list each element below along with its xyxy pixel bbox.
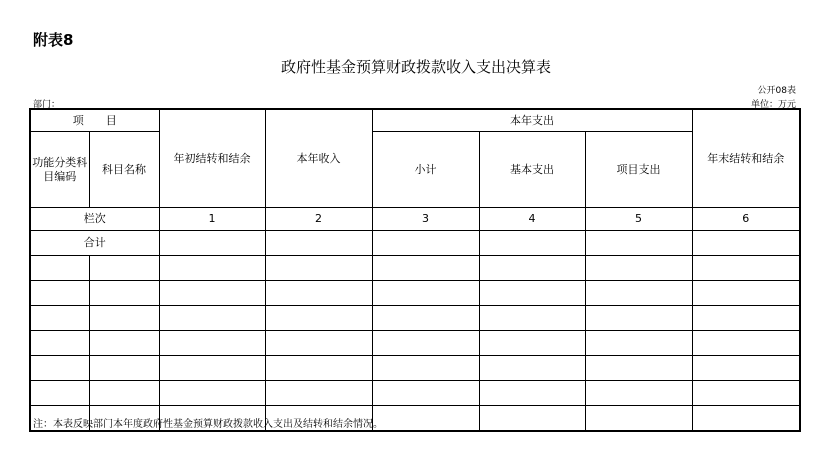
table-cell xyxy=(30,356,89,381)
table-cell xyxy=(159,281,265,306)
table-cell xyxy=(372,381,479,406)
table-cell xyxy=(89,256,159,281)
header-basic-expense: 基本支出 xyxy=(479,132,585,208)
table-code: 公开08表 xyxy=(757,86,796,96)
table-cell xyxy=(585,281,692,306)
table-cell xyxy=(372,306,479,331)
table-cell xyxy=(159,356,265,381)
table-cell xyxy=(30,306,89,331)
header-current-income: 本年收入 xyxy=(265,109,372,208)
column-index-row xyxy=(30,208,800,231)
column-number: 2 xyxy=(265,208,372,231)
table-cell xyxy=(692,281,800,306)
table-cell xyxy=(479,406,585,432)
table-cell xyxy=(692,231,800,256)
table-cell xyxy=(89,281,159,306)
table-cell xyxy=(30,281,89,306)
total-label: 合计 xyxy=(30,231,159,256)
table-cell xyxy=(30,331,89,356)
table-row xyxy=(30,331,800,356)
table-cell xyxy=(265,331,372,356)
table-cell xyxy=(372,231,479,256)
table-cell xyxy=(585,331,692,356)
column-number: 1 xyxy=(159,208,265,231)
table-cell xyxy=(265,381,372,406)
table-row xyxy=(30,306,800,331)
table-cell xyxy=(692,256,800,281)
table-cell xyxy=(265,356,372,381)
table-cell xyxy=(89,306,159,331)
table-cell xyxy=(89,331,159,356)
header-closing-balance: 年末结转和结余 xyxy=(692,109,800,208)
table-cell xyxy=(265,231,372,256)
column-index-label: 栏次 xyxy=(30,208,159,231)
column-number: 5 xyxy=(585,208,692,231)
table-cell xyxy=(479,231,585,256)
header-opening-balance: 年初结转和结余 xyxy=(159,109,265,208)
table-row xyxy=(30,281,800,306)
table-cell xyxy=(159,231,265,256)
table-row xyxy=(30,381,800,406)
header-subject-name: 科目名称 xyxy=(89,132,159,208)
header-func-code: 功能分类科目编码 xyxy=(30,132,89,208)
table-title: 政府性基金预算财政拨款收入支出决算表 xyxy=(280,58,551,76)
table-cell xyxy=(372,356,479,381)
table-cell xyxy=(585,381,692,406)
table-cell xyxy=(585,306,692,331)
table-cell xyxy=(479,356,585,381)
final-accounts-table xyxy=(29,108,801,432)
table-cell xyxy=(89,381,159,406)
table-cell xyxy=(30,256,89,281)
table-cell xyxy=(372,331,479,356)
table-cell xyxy=(585,256,692,281)
table-cell xyxy=(159,256,265,281)
table-cell xyxy=(585,356,692,381)
table-cell xyxy=(479,381,585,406)
table-cell xyxy=(479,306,585,331)
table-cell xyxy=(372,406,479,432)
header-current-expense: 本年支出 xyxy=(372,109,692,132)
table-cell xyxy=(265,306,372,331)
table-cell xyxy=(265,256,372,281)
table-row xyxy=(30,256,800,281)
header-subtotal: 小计 xyxy=(372,132,479,208)
table-cell xyxy=(159,306,265,331)
unit-label: 单位：万元 xyxy=(750,100,796,110)
table-cell xyxy=(372,281,479,306)
column-number: 3 xyxy=(372,208,479,231)
table-cell xyxy=(159,381,265,406)
column-number: 6 xyxy=(692,208,800,231)
table-cell xyxy=(585,231,692,256)
footnote: 注：本表反映部门本年度政府性基金预算财政拨款收入支出及结转和结余情况。 xyxy=(33,419,383,430)
table-cell xyxy=(159,331,265,356)
table-cell xyxy=(265,281,372,306)
total-row xyxy=(30,231,800,256)
table-cell xyxy=(692,381,800,406)
header-project-expense: 项目支出 xyxy=(585,132,692,208)
table-cell xyxy=(479,281,585,306)
table-cell xyxy=(479,256,585,281)
table-cell xyxy=(30,381,89,406)
table-cell xyxy=(479,331,585,356)
table-cell xyxy=(692,306,800,331)
table-cell xyxy=(585,406,692,432)
table-cell xyxy=(692,331,800,356)
table-cell xyxy=(692,356,800,381)
table-cell xyxy=(372,256,479,281)
table-cell xyxy=(89,356,159,381)
table-cell xyxy=(692,406,800,432)
header-item: 项 目 xyxy=(30,109,159,132)
column-number: 4 xyxy=(479,208,585,231)
department-label: 部门： xyxy=(33,100,61,110)
attachment-label: 附表8 xyxy=(33,31,74,49)
table-row xyxy=(30,356,800,381)
